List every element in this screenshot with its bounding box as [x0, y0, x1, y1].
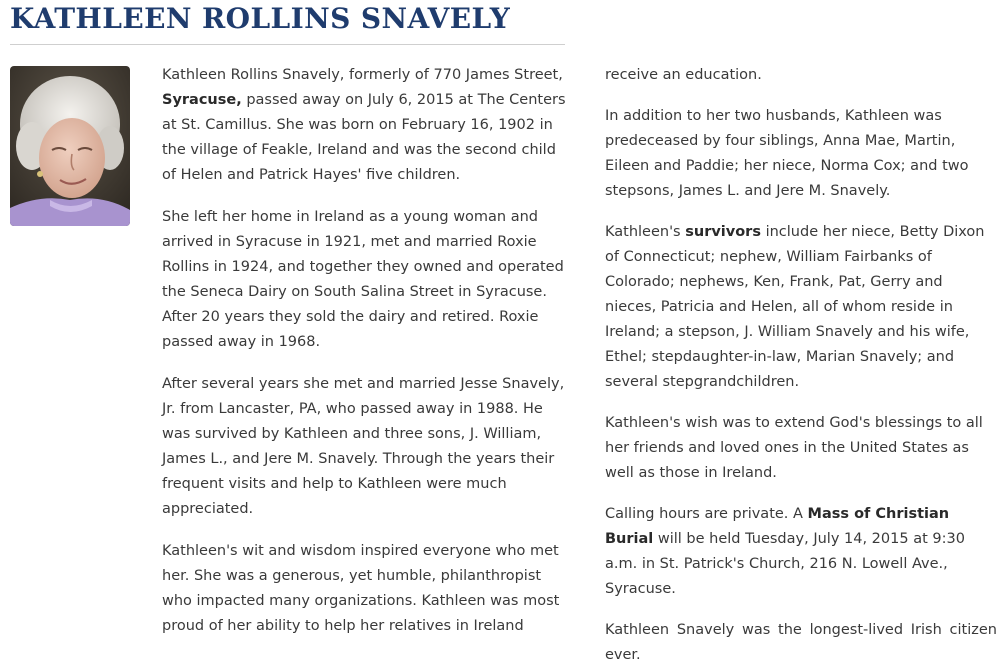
portrait-icon: [10, 66, 130, 226]
paragraph-survivors: [605, 220, 997, 395]
intro-text-continued: passed away on July 6, 2015 at The Centers at St. Camillus. She was born on February 16, 1902 in the village of Feakle, Ireland and was the second child of Helen and Patrick Hayes' five children.: [162, 92, 566, 183]
paragraph-intro: [162, 63, 570, 188]
intro-text: Kathleen Rollins Snavely, formerly of 770 James Street,: [162, 67, 563, 83]
paragraph-wish: Kathleen's wish was to extend God's blessings to all her friends and loved ones in the United States as well as those in Ireland.: [605, 415, 983, 481]
left-column: [162, 63, 570, 639]
portrait-photo: [10, 66, 130, 226]
page-title: KATHLEEN ROLLINS SNAVELY: [10, 2, 511, 35]
paragraph-education: receive an education.: [605, 67, 762, 83]
survivors-text: Kathleen's: [605, 224, 686, 240]
paragraph-predeceased: In addition to her two husbands, Kathleen was predeceased by four siblings, Anna Mae, Martin, Eileen and Paddie; her niece, Norma Cox; and two stepsons, James L. and Jere M. Snavely.: [605, 108, 969, 199]
paragraph-ireland: She left her home in Ireland as a young woman and arrived in Syracuse in 1921, met and married Roxie Rollins in 1924, and together they owned and operated the Seneca Dairy on South Salina Street in Syracuse. After 20 years they sold the dairy and retired. Roxie passed away in 1968.: [162, 209, 564, 350]
paragraph-second-marriage: After several years she met and married Jesse Snavely, Jr. from Lancaster, PA, who passed away in 1988. He was survived by Kathleen and three sons, J. William, James L., and Jere M. Snavely. Through the years their frequent visits and help to Kathleen were much appreciated.: [162, 376, 565, 517]
survivors-bold: survivors: [685, 224, 761, 240]
right-column: [605, 63, 997, 668]
paragraph-longest-lived: Kathleen Snavely was the longest-lived Irish citizen ever.: [605, 622, 997, 663]
mass-bold: Mass of Christian Burial: [605, 506, 950, 547]
calling-hours-text-continued: will be held Tuesday, July 14, 2015 at 9:30 a.m. in St. Patrick's Church, 216 N. Lowell Ave., Syracuse.: [605, 531, 965, 597]
paragraph-philanthropy: Kathleen's wit and wisdom inspired everyone who met her. She was a generous, yet humble, philanthropist who impacted many organizations. Kathleen was most proud of her ability to help her relatives in Ireland: [162, 543, 560, 634]
survivors-text-continued: include her niece, Betty Dixon of Connecticut; nephew, William Fairbanks of Colorado; nephews, Ken, Frank, Pat, Gerry and nieces, Patricia and Helen, all of whom reside in Ireland; a stepson, J. William Snavely and his wife, Ethel; stepdaughter-in-law, Marian Snavely; and several stepgrandchildren.: [605, 224, 985, 390]
title-divider: [10, 44, 565, 45]
paragraph-calling-hours: [605, 502, 997, 602]
intro-bold: Syracuse,: [162, 92, 242, 108]
calling-hours-text: Calling hours are private. A: [605, 506, 808, 522]
